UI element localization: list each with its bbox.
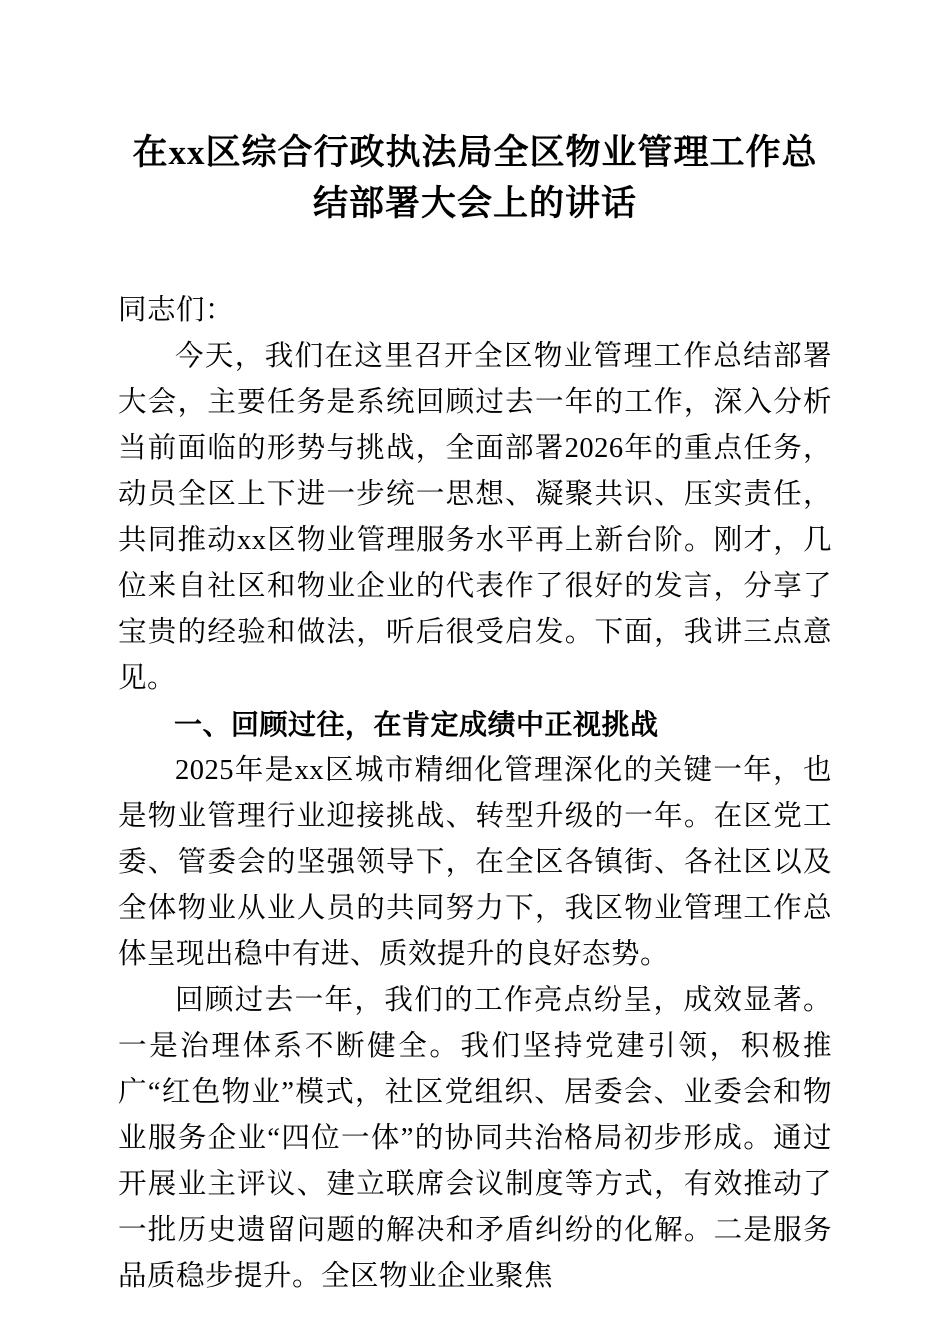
- paragraph: 今天，我们在这里召开全区物业管理工作总结部署大会，主要任务是系统回顾过去一年的工作，深入分析当前面临的形势与挑战，全面部署2026年的重点任务，动员全区上下进一步统一思想、凝聚共识、压实责任，共同推动xx区物业管理服务水平再上新台阶。刚才，几位来自社区和物业企业的代表作了很好的发言，分享了宝贵的经验和做法，听后很受启发。下面，我讲三点意见。: [118, 340, 832, 694]
- salutation: 同志们：: [118, 294, 235, 326]
- paragraph: 回顾过去一年，我们的工作亮点纷呈，成效显著。一是治理体系不断健全。我们坚持党建引领，积极推广“红色物业”模式，社区党组织、居委会、业委会和物业服务企业“四位一体”的协同共治格局初步形成。通过开展业主评议、建立联席会议制度等方式，有效推动了一批历史遗留问题的解决和矛盾纠纷的化解。二是服务品质稳步提升。全区物业企业聚焦: [118, 984, 832, 1292]
- section-heading: 一、回顾过往，在肯定成绩中正视挑战: [174, 708, 659, 740]
- paragraph: 2025年是xx区城市精细化管理深化的关键一年，也是物业管理行业迎接挑战、转型升级的一年。在区党工委、管委会的坚强领导下，在全区各镇街、各社区以及全体物业从业人员的共同努力下，我区物业管理工作总体呈现出稳中有进、质效提升的良好态势。: [118, 754, 832, 970]
- document-body: [118, 288, 832, 1300]
- document-title: 在xx区综合行政执法局全区物业管理工作总结部署大会上的讲话: [132, 133, 818, 223]
